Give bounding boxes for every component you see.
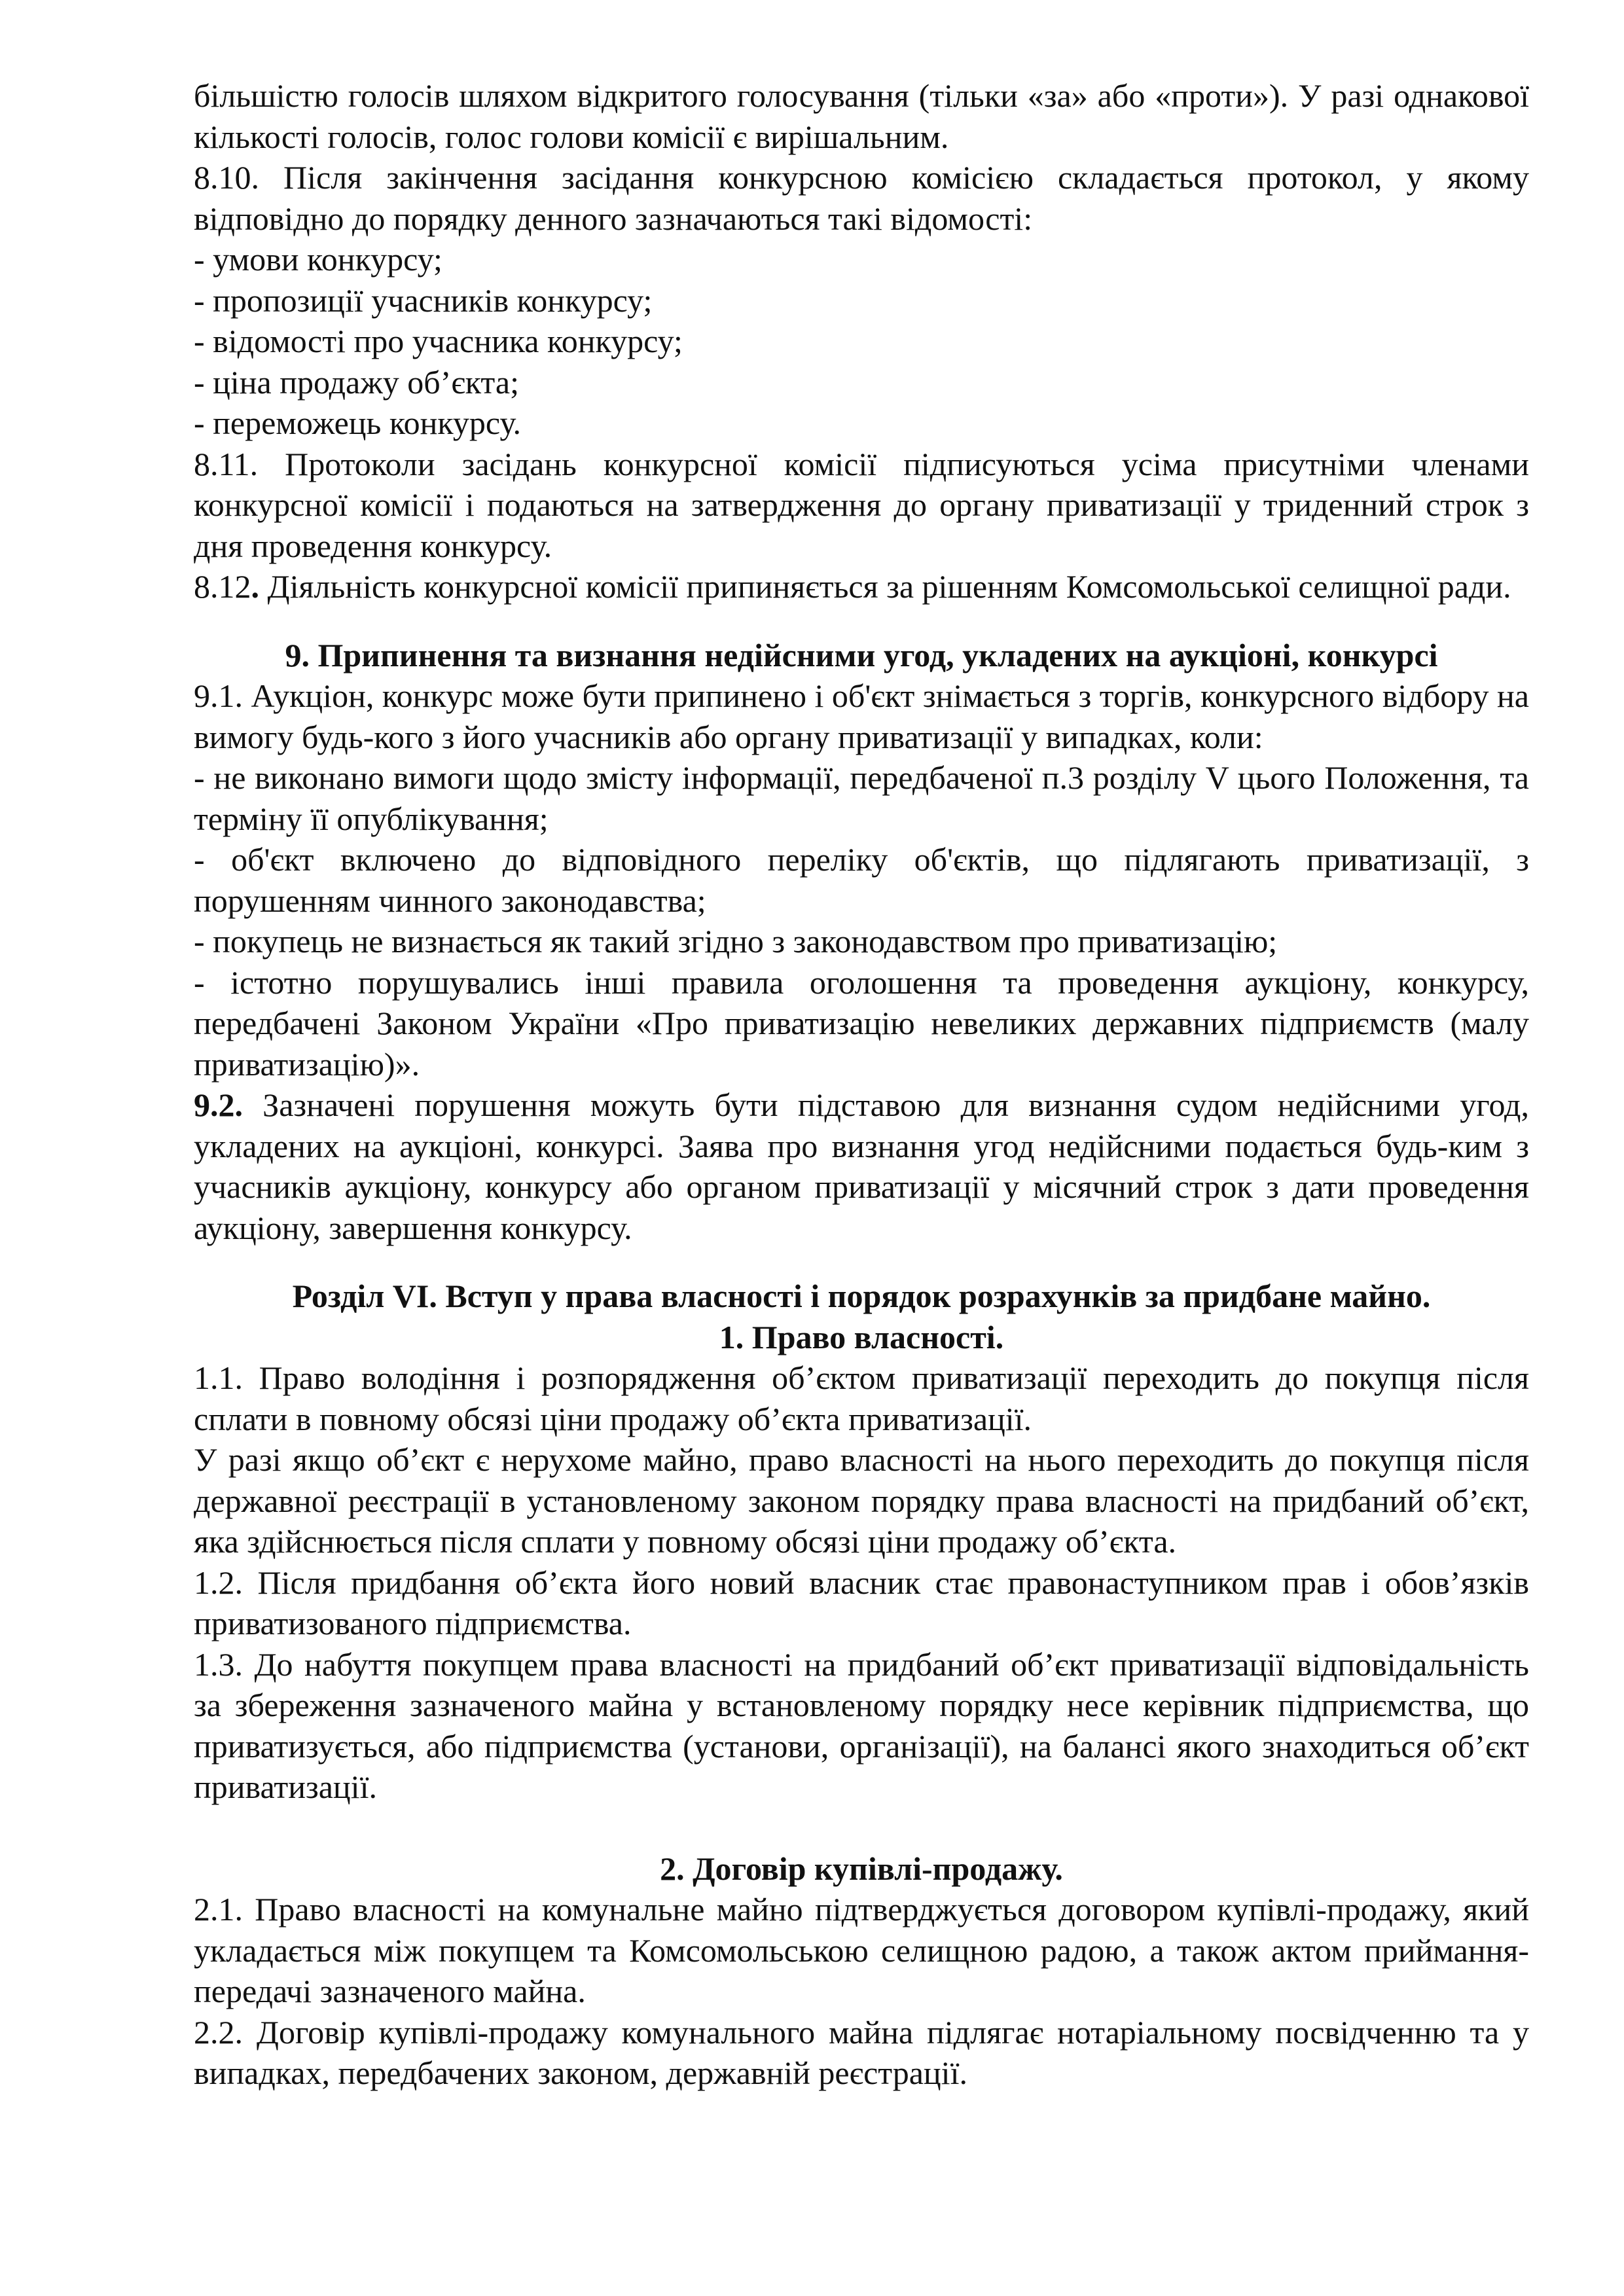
list-item: - пропозиції учасників конкурсу; [194,281,653,319]
paragraph-9-2 [194,1085,1529,1248]
section-9-heading: 9. Припинення та визнання недійсними угод, укладених на аукціоні, конкурсі [285,636,1438,673]
paragraph-8-12-text: Діяльність конкурсної комісії припиняється за рішенням Комсомольської селищної ради. [259,568,1511,605]
subsection-2-heading: 2. Договір купівлі-продажу. [660,1850,1063,1887]
paragraph-8-9-continuation: більшістю голосів шляхом відкритого голосування (тільки «за» або «проти»). У разі однакової кількості голосів, голос голови комісії є вирішальним. [194,77,1529,155]
paragraph-1-2: 1.2. Після придбання об’єкта його новий власник стає правонаступником прав і обов’язків приватизованого підприємства. [194,1564,1529,1641]
paragraph-1-1-continued: У разі якщо об’єкт є нерухоме майно, право власності на нього переходить до покупця після державної реєстрації в установленому законом порядку права власності на придбаний об’єкт, яка здійснюється після сплати у повному обсязі ціни продажу об’єкта. [194,1441,1529,1560]
list-item: - ціна продажу об’єкта; [194,363,519,401]
paragraph-2-1: 2.1. Право власності на комунальне майно підтверджується договором купівлі-продажу, який укладається між покупцем та Комсомольською селищною радою, а також актом приймання-передачі зазначеного майна. [194,1891,1529,2009]
list-item: - переможець конкурсу. [194,404,521,441]
list-item: - не виконано вимоги щодо змісту інформації, передбаченої п.3 розділу V цього Положення, та терміну її опублікування; [194,759,1529,837]
paragraph-2-2: 2.2. Договір купівлі-продажу комунального майна підлягає нотаріальному посвідченню та у випадках, передбачених законом, державній реєстрації. [194,2013,1529,2091]
paragraph-9-2-number: 9.2. [194,1086,243,1123]
paragraph-1-3: 1.3. До набуття покупцем права власності на придбаний об’єкт приватизації відповідальність за збереження зазначеного майна у встановленому порядку несе керівник підприємства, що приватизується, або підприємства (установи, організації), на балансі якого знаходиться об’єкт приватизації. [194,1645,1529,1805]
document-page [194,75,1529,2094]
paragraph-9-1: 9.1. Аукціон, конкурс може бути припинено і об'єкт знімається з торгів, конкурсного відбору на вимогу будь-кого з його учасників або органу приватизації у випадках, коли: [194,677,1529,755]
list-item: - відомості про учасника конкурсу; [194,323,683,359]
list-item: - покупець не визнається як такий згідно з законодавством про приватизацію; [194,923,1278,960]
paragraph-8-12 [194,566,1529,607]
paragraph-8-12-dot: . [251,568,259,605]
list-item: - об'єкт включено до відповідного переліку об'єктів, що підлягають приватизації, з порушенням чинного законодавства; [194,841,1529,919]
part-6-heading: Розділ VI. Вступ у права власності і порядок розрахунків за придбане майно. [292,1278,1431,1314]
paragraph-8-12-number: 8.12 [194,568,251,605]
list-item: - умови конкурсу; [194,241,442,278]
paragraph-9-2-text: Зазначені порушення можуть бути підставою для визнання судом недійсними угод, укладених на аукціоні, конкурсі. Заява про визнання угод недійсними подається будь-ким з учасників аукціону, конкурсу або органом приватизації у місячний строк з дати проведення аукціону, завершення конкурсу. [194,1086,1529,1246]
paragraph-1-1: 1.1. Право володіння і розпорядження об’єктом приватизації переходить до покупця після сплати в повному обсязі ціни продажу об’єкта приватизації. [194,1359,1529,1437]
paragraph-8-11: 8.11. Протоколи засідань конкурсної комісії підписуються усіма присутніми членами конкурсної комісії і подаються на затвердження до органу приватизації у триденний строк з дня проведення конкурсу. [194,445,1529,564]
paragraph-8-10: 8.10. Після закінчення засідання конкурсною комісією складається протокол, у якому відповідно до порядку денного зазначаються такі відомості: [194,159,1529,237]
list-item: - істотно порушувались інші правила оголошення та проведення аукціону, конкурсу, передбачені Законом України «Про приватизацію невеликих державних підприємств (малу приватизацію)». [194,963,1529,1083]
subsection-1-heading: 1. Право власності. [719,1318,1004,1355]
